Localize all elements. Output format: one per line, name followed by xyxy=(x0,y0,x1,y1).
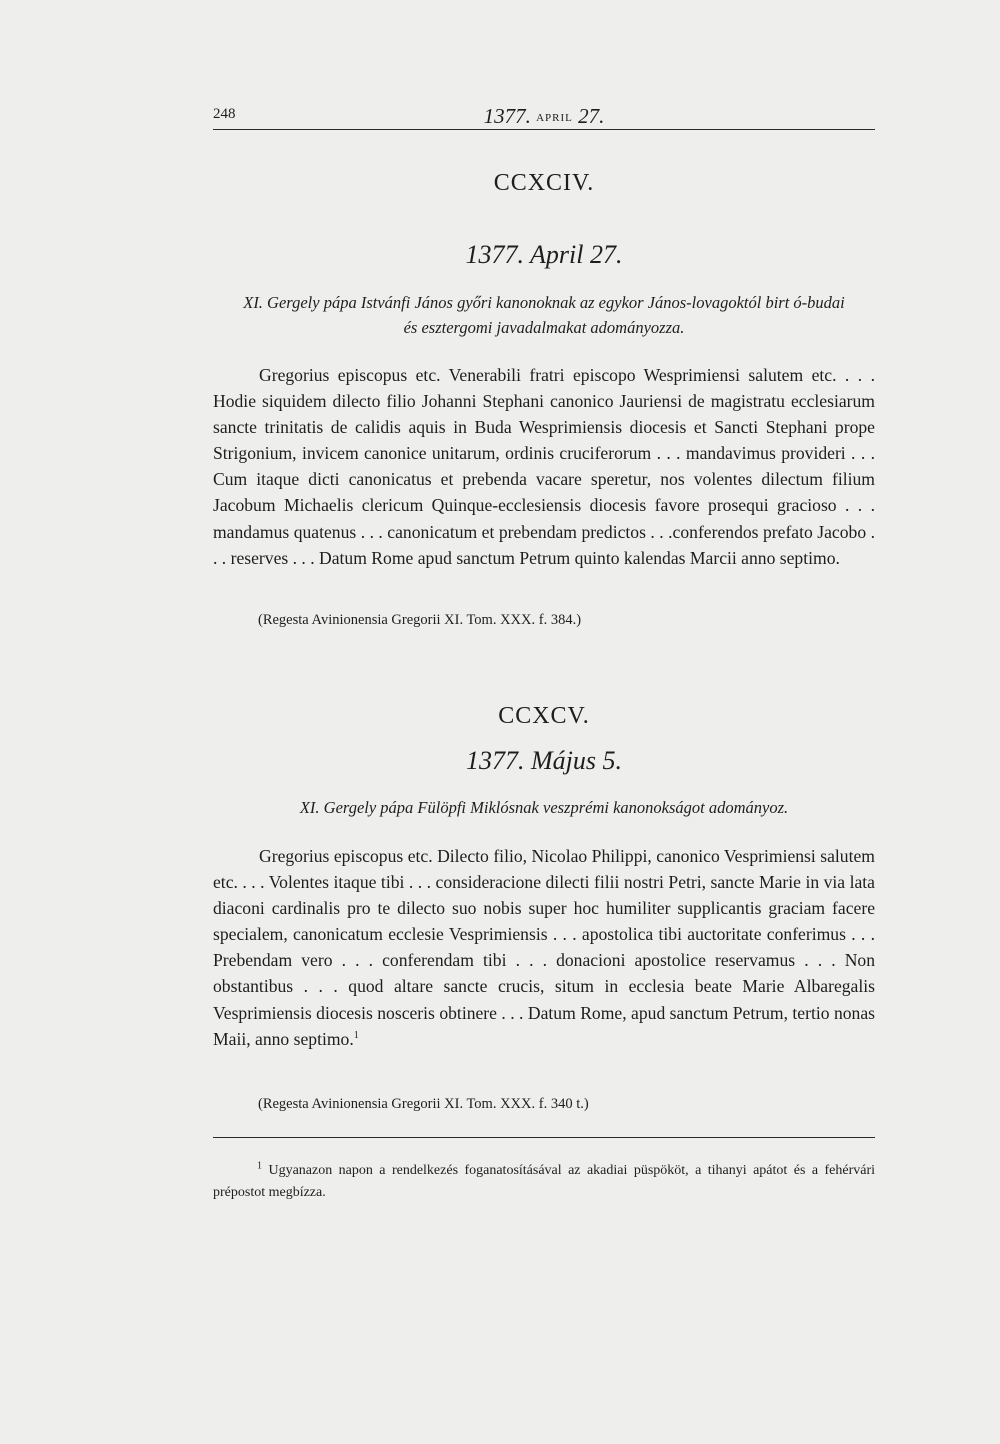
footnote xyxy=(213,1160,875,1204)
running-head-month: APRIL xyxy=(536,112,573,124)
entry-text-body: Gregorius episcopus etc. Dilecto filio, Nicolao Philippi, canonico Vesprimiensi salutem etc. . . . Volentes itaque tibi . . . consideracione dilecti filii nostri Petri, sancte Marie in via lata diaconi cardinalis pro te dilecto suo nobis super hoc humiliter supplicantis graciam facere specialem, canonicatum ecclesie Vesprimiensis . . . apostolica tibi auctoritate conferimus . . . Prebendam vero . . . conferendam tibi . . . donacioni apostolice reservamus . . . Non obstantibus . . . quod altare sancte crucis, situm in ecclesia beate Marie Albaregalis Vesprimiensis diocesis nosceris obtinere . . . Datum Rome, apud sanctum Petrum, tertio nonas Maii, anno septimo. xyxy=(213,846,875,1049)
entry-regest-line: XI. Gergely pápa Fülöpfi Miklósnak veszprémi kanonokságot adományoz. xyxy=(299,798,789,817)
entry-number: CCXCV. xyxy=(498,703,590,729)
entry-number: CCXCIV. xyxy=(493,170,595,196)
footnote-mark: 1 xyxy=(257,1160,262,1172)
entry-regest xyxy=(213,290,875,340)
entry-text: Gregorius episcopus etc. Venerabili fratri episcopo Wesprimiensi salutem etc. . . . Hodie siquidem dilecto filio Johanni Stephani canonico Jauriensi de magistratu ecclesiarum sancte trinitatis de calidis aquis in Buda Wesprimiensis diocesis et Sancti Stephani prope Strigonium, invicem canonice unitarum, ordinis cruciferorum . . . mandavimus provideri . . . Cum itaque dicti canonicatus et prebenda vacare speretur, nos volentes dilectum filium Jacobum Michaelis clericum Quinque-ecclesiensis diocesis favore prosequi gracioso . . . mandamus quatenus . . . canonicatum et prebendam predictos . . .conferendos prefato Jacobo . . . reserves . . . Datum Rome apud sanctum Petrum quinto kalendas Marcii anno septimo. xyxy=(213,365,875,568)
footnote-reference: 1 xyxy=(353,1029,359,1041)
entry-date: 1377. Május 5. xyxy=(466,746,622,775)
entry-text xyxy=(213,843,875,1052)
entry-date: 1377. April 27. xyxy=(465,240,623,269)
entry-regest-line: és esztergomi javadalmakat adományozza. xyxy=(403,318,685,337)
footnote-rule xyxy=(213,1137,875,1138)
entry-source: (Regesta Avinionensia Gregorii XI. Tom. XXX. f. 340 t.) xyxy=(258,1096,589,1112)
page-number: 248 xyxy=(213,106,236,122)
running-head-date xyxy=(213,104,875,129)
running-head xyxy=(213,104,875,130)
entry-source: (Regesta Avinionensia Gregorii XI. Tom. XXX. f. 384.) xyxy=(258,612,582,628)
entry-regest-line: XI. Gergely pápa Istvánfi János győri kanonoknak az egykor János-lovagoktól birt ó-budai xyxy=(243,293,845,312)
footnote-text: Ugyanazon napon a rendelkezés foganatosításával az akadiai püspököt, a tihanyi apátot és a fehérvári prépostot megbízza. xyxy=(213,1163,876,1200)
running-head-year: 1377. xyxy=(483,104,531,128)
header-rule xyxy=(213,129,875,130)
running-head-day: 27. xyxy=(578,104,605,128)
entry-regest xyxy=(213,795,875,820)
